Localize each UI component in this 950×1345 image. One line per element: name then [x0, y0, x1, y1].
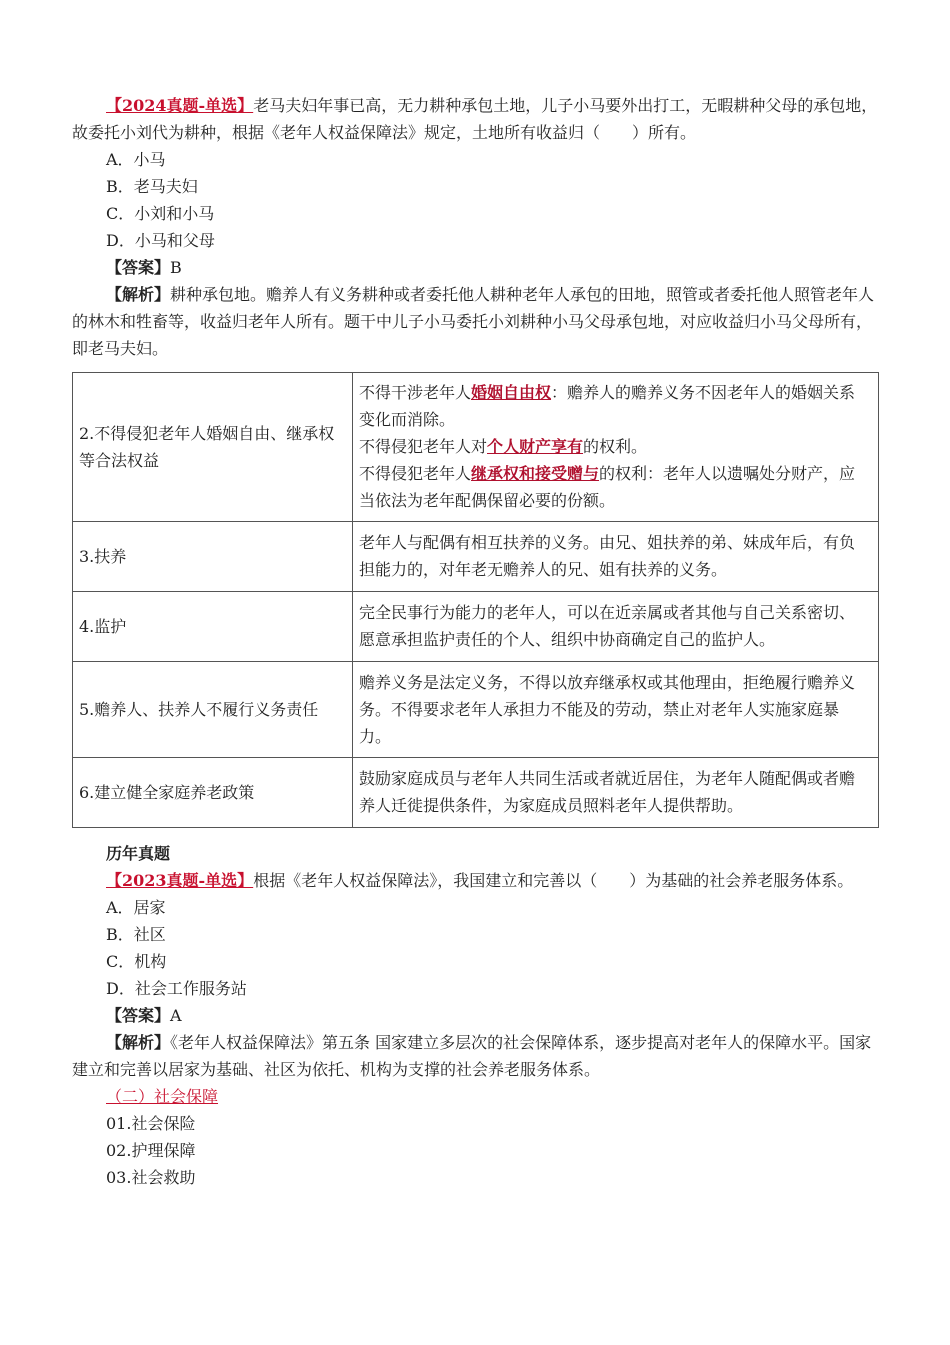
- answer-label: 【答案】: [106, 1006, 171, 1025]
- table-cell-content: 完全民事行为能力的老年人，可以在近亲属或者其他与自己关系密切、愿意承担监护责任的个人、组织中协商确定自己的监护人。: [353, 592, 879, 662]
- analysis-text: 耕种承包地。赡养人有义务耕种或者委托他人耕种老年人承包的田地，照管或者委托他人照管老年人的林木和牲畜等，收益归老年人所有。题干中儿子小马委托小刘耕种小马父母承包地，对应收益归小马父母所有，即老马夫妇。: [72, 285, 875, 358]
- table-cell-item: 2.不得侵犯老年人婚姻自由、继承权等合法权益: [73, 373, 353, 522]
- content-text: 不得侵犯老年人: [359, 464, 472, 483]
- highlight-term: 婚姻自由权: [471, 383, 552, 402]
- section-item: 02.护理保障: [106, 1141, 196, 1160]
- option-a: A．小马: [106, 150, 166, 169]
- question-2024: [72, 92, 880, 362]
- analysis-paragraph: [72, 281, 880, 362]
- analysis-label: 【解析】: [106, 1033, 171, 1052]
- table-cell-item: 5.赡养人、扶养人不履行义务责任: [73, 662, 353, 758]
- section-title: （二）社会保障: [106, 1087, 219, 1106]
- table-row: [73, 522, 879, 592]
- content-line: [359, 379, 870, 433]
- analysis-paragraph: [72, 1029, 880, 1083]
- content-line: [359, 433, 870, 460]
- table-cell-content: 赡养义务是法定义务，不得以放弃继承权或其他理由，拒绝履行赡养义务。不得要求老年人承担力不能及的劳动，禁止对老年人实施家庭暴力。: [353, 662, 879, 758]
- table-cell-content: 老年人与配偶有相互扶养的义务。由兄、姐扶养的弟、妹成年后，有负担能力的，对年老无赡养人的兄、姐有扶养的义务。: [353, 522, 879, 592]
- answer-label: 【答案】: [106, 258, 171, 277]
- analysis-label: 【解析】: [106, 285, 171, 304]
- option-b: B．社区: [106, 925, 166, 944]
- table-row: [73, 662, 879, 758]
- question-text: 根据《老年人权益保障法》，我国建立和完善以（ ）为基础的社会养老服务体系。: [253, 871, 854, 890]
- content-text: 不得干涉老年人: [359, 383, 472, 402]
- content-text: 的权利。: [583, 437, 648, 456]
- analysis-text: 《老年人权益保障法》第五条 国家建立多层次的社会保障体系，逐步提高对老年人的保障水平。国家建立和完善以居家为基础、社区为依托、机构为支撑的社会养老服务体系。: [72, 1033, 872, 1079]
- table-cell-content: 鼓励家庭成员与老年人共同生活或者就近居住，为老年人随配偶或者赡养人迁徙提供条件，为家庭成员照料老年人提供帮助。: [353, 758, 879, 828]
- content-text: ：赡养人的赡养义务不因老年人的婚姻关系变化而消除。: [359, 383, 856, 429]
- history-title: 历年真题: [106, 844, 171, 863]
- option-c: C．小刘和小马: [106, 204, 215, 223]
- highlight-term: 个人财产享有: [487, 437, 584, 456]
- question-text: 老马夫妇年事已高，无力耕种承包土地，儿子小马要外出打工，无暇耕种父母的承包地，故委托小刘代为耕种，根据《老年人权益保障法》规定，土地所有收益归（ ）所有。: [72, 96, 878, 142]
- option-c: C．机构: [106, 952, 167, 971]
- rights-table: [72, 372, 879, 828]
- section-item: 01.社会保险: [106, 1114, 196, 1133]
- table-cell-item: 3.扶养: [73, 522, 353, 592]
- table-cell-item: 4.监护: [73, 592, 353, 662]
- option-d: D．社会工作服务站: [106, 979, 247, 998]
- answer-line: [72, 254, 880, 281]
- question-2023: [72, 840, 880, 1191]
- answer-value: B: [170, 258, 182, 277]
- question-stem: [72, 867, 880, 894]
- table-cell-content: [353, 373, 879, 522]
- option-b: B．老马夫妇: [106, 177, 198, 196]
- section-heading: [72, 1083, 880, 1110]
- content-text: 的权利：老年人以遗嘱处分财产，应当依法为老年配偶保留必要的份额。: [359, 464, 856, 510]
- content-text: 不得侵犯老年人对: [359, 437, 488, 456]
- table-row: [73, 758, 879, 828]
- answer-value: A: [170, 1006, 182, 1025]
- content-line: [359, 460, 870, 514]
- highlight-term: 继承权和接受赠与: [471, 464, 600, 483]
- table-cell-item: 6.建立健全家庭养老政策: [73, 758, 353, 828]
- question-stem: [72, 92, 880, 146]
- table-row: [73, 592, 879, 662]
- answer-line: [72, 1002, 880, 1029]
- section-item: 03.社会救助: [106, 1168, 196, 1187]
- table-row: [73, 373, 879, 522]
- question-tag: 【2024真题-单选】: [106, 96, 254, 115]
- question-tag: 【2023真题-单选】: [106, 871, 254, 890]
- option-d: D．小马和父母: [106, 231, 215, 250]
- option-a: A．居家: [106, 898, 166, 917]
